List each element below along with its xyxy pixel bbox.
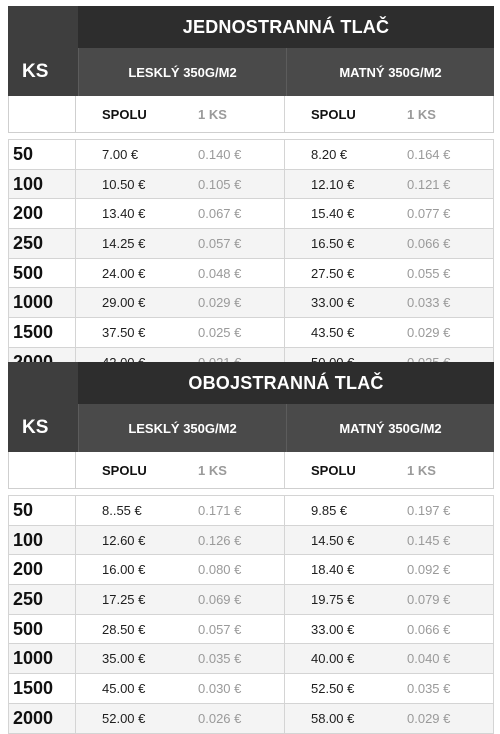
glossy-prices bbox=[76, 288, 284, 317]
table-row bbox=[9, 555, 493, 585]
matte-unit-price: 0.197 € bbox=[407, 502, 451, 518]
glossy-prices bbox=[76, 229, 284, 258]
table-row bbox=[9, 318, 493, 348]
matte-total-price: 16.50 € bbox=[311, 235, 355, 251]
glossy-unit-price: 0.080 € bbox=[198, 562, 242, 578]
glossy-column-headers bbox=[76, 452, 284, 488]
group-glossy-header: LESKLÝ 350G/M2 bbox=[78, 404, 286, 452]
matte-total-price: 14.50 € bbox=[311, 532, 355, 548]
glossy-prices bbox=[76, 170, 284, 199]
matte-total-price: 43.50 € bbox=[311, 324, 355, 340]
glossy-prices bbox=[76, 704, 284, 733]
matte-prices bbox=[284, 199, 493, 228]
group-matte-header: MATNÝ 350G/M2 bbox=[286, 404, 494, 452]
glossy-prices bbox=[76, 555, 284, 584]
matte-unit-price: 0.145 € bbox=[407, 532, 451, 548]
quantity-cell: 50 bbox=[9, 496, 76, 525]
glossy-unit-price: 0.171 € bbox=[198, 502, 242, 518]
glossy-prices bbox=[76, 199, 284, 228]
matte-unit-price: 0.035 € bbox=[407, 680, 451, 696]
glossy-prices bbox=[76, 140, 284, 169]
quantity-cell: 1500 bbox=[9, 318, 76, 347]
matte-unit-price: 0.079 € bbox=[407, 591, 451, 607]
table-row bbox=[9, 170, 493, 200]
glossy-unit-price: 0.126 € bbox=[198, 532, 242, 548]
glossy-unit-price: 0.105 € bbox=[198, 176, 242, 192]
matte-column-headers bbox=[284, 96, 493, 132]
quantity-cell: 200 bbox=[9, 555, 76, 584]
glossy-total-price: 17.25 € bbox=[102, 591, 146, 607]
column-header-blank bbox=[9, 96, 76, 132]
matte-prices bbox=[284, 704, 493, 733]
glossy-total-price: 13.40 € bbox=[102, 206, 146, 222]
double-sided-price-table bbox=[8, 362, 494, 734]
table-row bbox=[9, 674, 493, 704]
quantity-cell: 2000 bbox=[9, 704, 76, 733]
single-sided-price-table bbox=[8, 6, 494, 378]
column-header-total: SPOLU bbox=[102, 106, 147, 122]
table-row bbox=[9, 496, 493, 526]
quantity-cell: 500 bbox=[9, 259, 76, 288]
table-row bbox=[9, 615, 493, 645]
ks-header: KS bbox=[8, 48, 78, 96]
glossy-prices bbox=[76, 318, 284, 347]
matte-total-price: 15.40 € bbox=[311, 206, 355, 222]
price-rows bbox=[8, 139, 494, 378]
column-header-unit: 1 KS bbox=[407, 462, 436, 478]
column-header-row bbox=[8, 452, 494, 489]
matte-total-price: 33.00 € bbox=[311, 621, 355, 637]
matte-total-price: 12.10 € bbox=[311, 176, 355, 192]
table-row bbox=[9, 259, 493, 289]
matte-prices bbox=[284, 615, 493, 644]
group-matte-header: MATNÝ 350G/M2 bbox=[286, 48, 494, 96]
matte-prices bbox=[284, 644, 493, 673]
glossy-total-price: 10.50 € bbox=[102, 176, 146, 192]
glossy-prices bbox=[76, 615, 284, 644]
table-title: OBOJSTRANNÁ TLAČ bbox=[78, 362, 494, 404]
glossy-unit-price: 0.035 € bbox=[198, 651, 242, 667]
quantity-cell: 250 bbox=[9, 585, 76, 614]
table-row bbox=[9, 526, 493, 556]
table-row bbox=[9, 229, 493, 259]
glossy-total-price: 16.00 € bbox=[102, 562, 146, 578]
matte-unit-price: 0.040 € bbox=[407, 651, 451, 667]
column-header-row bbox=[8, 96, 494, 133]
table-row bbox=[9, 288, 493, 318]
glossy-total-price: 29.00 € bbox=[102, 295, 146, 311]
glossy-total-price: 37.50 € bbox=[102, 324, 146, 340]
quantity-cell: 200 bbox=[9, 199, 76, 228]
quantity-cell: 1000 bbox=[9, 644, 76, 673]
table-row bbox=[9, 199, 493, 229]
matte-total-price: 58.00 € bbox=[311, 710, 355, 726]
column-header-unit: 1 KS bbox=[198, 106, 227, 122]
group-glossy-header: LESKLÝ 350G/M2 bbox=[78, 48, 286, 96]
matte-prices bbox=[284, 170, 493, 199]
matte-prices bbox=[284, 318, 493, 347]
quantity-cell: 250 bbox=[9, 229, 76, 258]
glossy-prices bbox=[76, 585, 284, 614]
matte-unit-price: 0.077 € bbox=[407, 206, 451, 222]
glossy-unit-price: 0.057 € bbox=[198, 235, 242, 251]
matte-prices bbox=[284, 288, 493, 317]
matte-prices bbox=[284, 555, 493, 584]
glossy-prices bbox=[76, 644, 284, 673]
matte-unit-price: 0.033 € bbox=[407, 295, 451, 311]
matte-total-price: 52.50 € bbox=[311, 680, 355, 696]
matte-unit-price: 0.029 € bbox=[407, 710, 451, 726]
glossy-prices bbox=[76, 496, 284, 525]
table-title: JEDNOSTRANNÁ TLAČ bbox=[78, 6, 494, 48]
glossy-total-price: 45.00 € bbox=[102, 680, 146, 696]
matte-prices bbox=[284, 259, 493, 288]
glossy-total-price: 24.00 € bbox=[102, 265, 146, 281]
quantity-cell: 1000 bbox=[9, 288, 76, 317]
matte-prices bbox=[284, 496, 493, 525]
matte-unit-price: 0.121 € bbox=[407, 176, 451, 192]
glossy-prices bbox=[76, 526, 284, 555]
matte-prices bbox=[284, 526, 493, 555]
column-header-blank bbox=[9, 452, 76, 488]
glossy-total-price: 28.50 € bbox=[102, 621, 146, 637]
table-row bbox=[9, 704, 493, 734]
matte-total-price: 18.40 € bbox=[311, 562, 355, 578]
matte-prices bbox=[284, 229, 493, 258]
title-corner-cell bbox=[8, 362, 78, 404]
column-header-total: SPOLU bbox=[311, 106, 356, 122]
group-header-row bbox=[8, 48, 494, 96]
price-rows bbox=[8, 495, 494, 734]
glossy-prices bbox=[76, 259, 284, 288]
glossy-total-price: 35.00 € bbox=[102, 651, 146, 667]
table-row bbox=[9, 644, 493, 674]
matte-unit-price: 0.066 € bbox=[407, 235, 451, 251]
column-header-unit: 1 KS bbox=[407, 106, 436, 122]
quantity-cell: 100 bbox=[9, 170, 76, 199]
glossy-unit-price: 0.025 € bbox=[198, 324, 242, 340]
table-title-row bbox=[8, 6, 494, 48]
ks-header: KS bbox=[8, 404, 78, 452]
glossy-unit-price: 0.029 € bbox=[198, 295, 242, 311]
column-header-unit: 1 KS bbox=[198, 462, 227, 478]
glossy-total-price: 14.25 € bbox=[102, 235, 146, 251]
glossy-total-price: 7.00 € bbox=[102, 146, 139, 162]
table-title-row bbox=[8, 362, 494, 404]
glossy-unit-price: 0.030 € bbox=[198, 680, 242, 696]
quantity-cell: 50 bbox=[9, 140, 76, 169]
matte-prices bbox=[284, 585, 493, 614]
quantity-cell: 100 bbox=[9, 526, 76, 555]
matte-total-price: 33.00 € bbox=[311, 295, 355, 311]
matte-unit-price: 0.055 € bbox=[407, 265, 451, 281]
matte-column-headers bbox=[284, 452, 493, 488]
matte-prices bbox=[284, 674, 493, 703]
glossy-unit-price: 0.067 € bbox=[198, 206, 242, 222]
glossy-total-price: 12.60 € bbox=[102, 532, 146, 548]
matte-total-price: 9.85 € bbox=[311, 502, 348, 518]
matte-total-price: 27.50 € bbox=[311, 265, 355, 281]
table-row bbox=[9, 140, 493, 170]
column-header-total: SPOLU bbox=[311, 462, 356, 478]
matte-total-price: 8.20 € bbox=[311, 146, 348, 162]
glossy-prices bbox=[76, 674, 284, 703]
glossy-unit-price: 0.026 € bbox=[198, 710, 242, 726]
matte-prices bbox=[284, 140, 493, 169]
group-header-row bbox=[8, 404, 494, 452]
column-header-total: SPOLU bbox=[102, 462, 147, 478]
title-corner-cell bbox=[8, 6, 78, 48]
matte-unit-price: 0.164 € bbox=[407, 146, 451, 162]
glossy-unit-price: 0.057 € bbox=[198, 621, 242, 637]
glossy-total-price: 8..55 € bbox=[102, 502, 142, 518]
matte-total-price: 40.00 € bbox=[311, 651, 355, 667]
quantity-cell: 500 bbox=[9, 615, 76, 644]
matte-total-price: 19.75 € bbox=[311, 591, 355, 607]
glossy-unit-price: 0.069 € bbox=[198, 591, 242, 607]
matte-unit-price: 0.066 € bbox=[407, 621, 451, 637]
matte-unit-price: 0.092 € bbox=[407, 562, 451, 578]
glossy-unit-price: 0.048 € bbox=[198, 265, 242, 281]
glossy-column-headers bbox=[76, 96, 284, 132]
matte-unit-price: 0.029 € bbox=[407, 324, 451, 340]
glossy-unit-price: 0.140 € bbox=[198, 146, 242, 162]
glossy-total-price: 52.00 € bbox=[102, 710, 146, 726]
quantity-cell: 1500 bbox=[9, 674, 76, 703]
table-row bbox=[9, 585, 493, 615]
